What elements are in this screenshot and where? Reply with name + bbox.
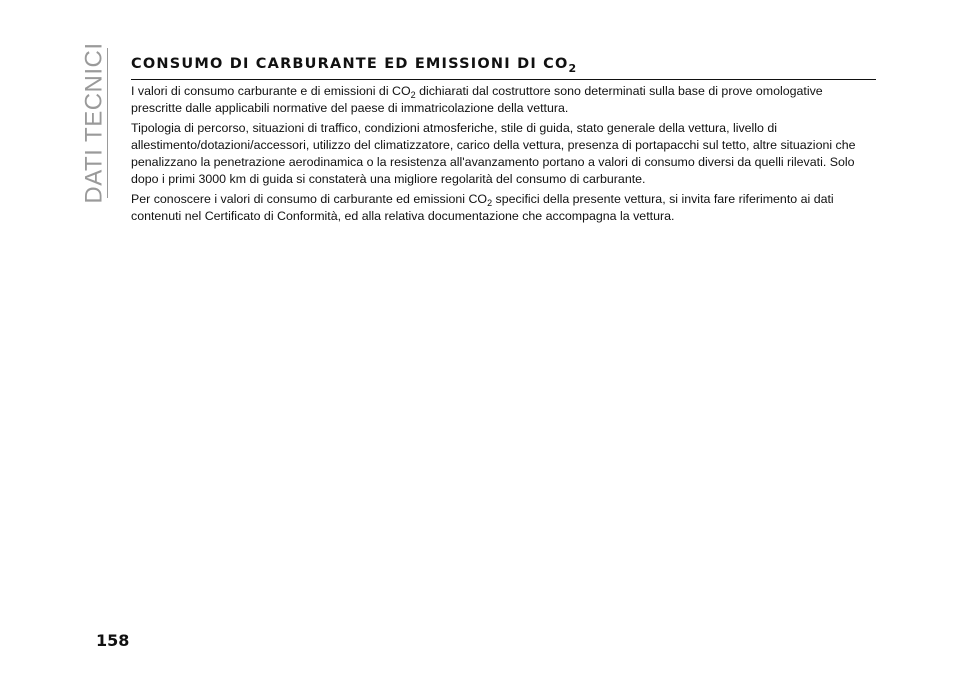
paragraph-3-text-b: specifici della presente vettura, si invita fare riferimento ai dati contenuti nel Certificato di Conformità, ed alla relativa documentazione che accompagna la vettura. [131,192,834,223]
chapter-side-label [81,42,108,204]
section-header [131,56,876,80]
paragraph-1-subscript: 2 [410,90,416,100]
paragraph-3-subscript: 2 [487,198,493,208]
section-title-subscript: 2 [568,62,577,75]
paragraph-2: Tipologia di percorso, situazioni di traffico, condizioni atmosferiche, stile di guida, stato generale della vettura, livello di allestimento/dotazioni/accessori, utilizzo del climatizzatore, carico della vettura, presenza di portapacchi sul tetto, altre situazioni che penalizzano la penetrazione aerodinamica o la resistenza all'avanzamento portano a valori di consumo diversi da quelli rilevati. Solo dopo i primi 3000 km di guida si constaterà una migliore regolarità del consumo di carburante. [131,121,856,186]
paragraph-1-text-a: I valori di consumo carburante e di emissioni di CO [131,84,411,98]
paragraph-1 [131,83,876,117]
section-title [131,56,876,75]
paragraph-3 [131,191,876,225]
chapter-title: DATI TECNICI [81,42,108,204]
section-content [131,56,876,225]
section-title-text: CONSUMO DI CARBURANTE ED EMISSIONI DI CO [131,56,569,72]
page-number: 158 [96,631,130,650]
paragraph-3-text-a: Per conoscere i valori di consumo di carburante ed emissioni CO [131,192,488,206]
paragraph-1-text-b: dichiarati dal costruttore sono determinati sulla base di prove omologative prescritte dalle applicabili normative del paese di immatricolazione della vettura. [131,84,823,115]
